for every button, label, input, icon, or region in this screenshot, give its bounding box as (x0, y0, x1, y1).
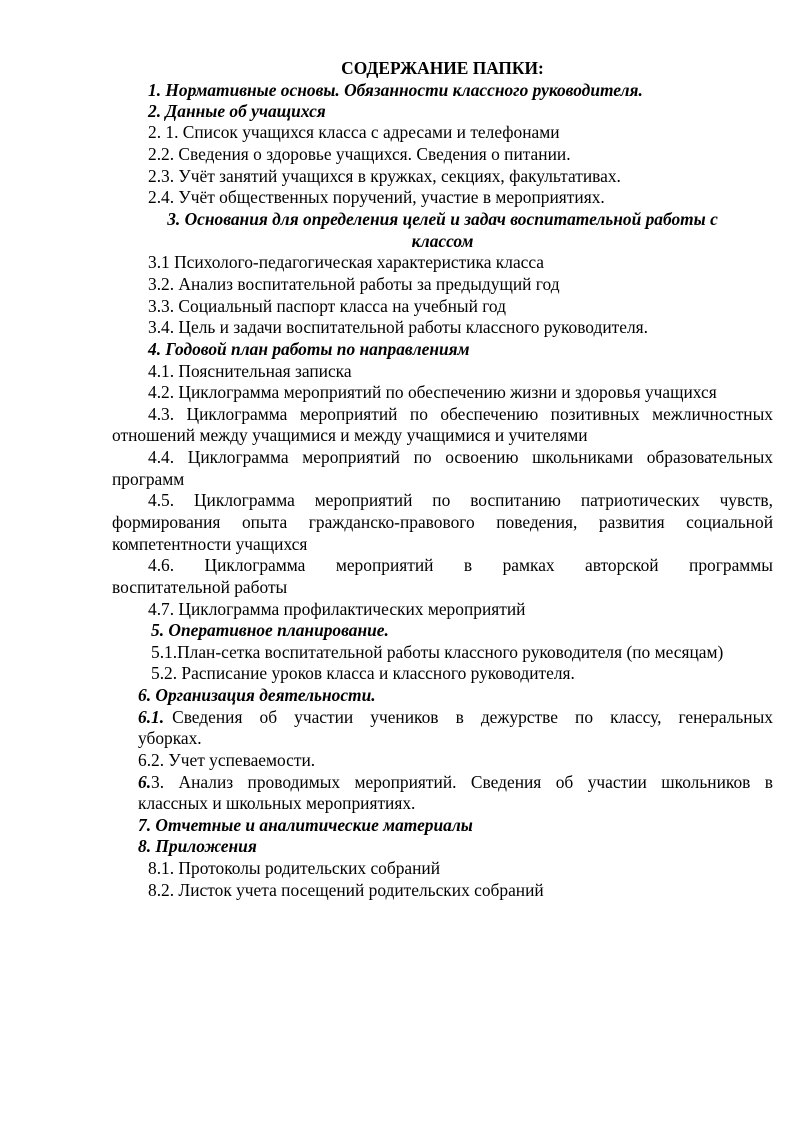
section-6-heading: 6. Организация деятельности. (138, 685, 376, 705)
item-6-3-line1 (138, 772, 773, 792)
section-7-heading: 7. Отчетные и аналитические материалы (138, 815, 473, 835)
section-3-heading-line2: классом (411, 231, 474, 251)
item-4-7: 4.7. Циклограмма профилактических мероприятий (148, 599, 526, 619)
item-3-3: 3.3. Социальный паспорт класса на учебный год (148, 296, 506, 316)
item-6-1-number: 6.1. (138, 707, 165, 727)
item-6-1-line2: уборках. (138, 728, 202, 748)
item-6-1-line1 (138, 707, 773, 727)
item-3-4: 3.4. Цель и задачи воспитательной работы классного руководителя. (148, 317, 648, 337)
item-4-2: 4.2. Циклограмма мероприятий по обеспечению жизни и здоровья учащихся (148, 382, 717, 402)
section-4-heading: 4. Годовой план работы по направлениям (148, 339, 470, 359)
item-4-5-line2: формирования опыта гражданско-правового поведения, развития социальной (112, 512, 773, 532)
item-5-1: 5.1.План-сетка воспитательной работы классного руководителя (по месяцам) (151, 642, 724, 662)
item-8-1: 8.1. Протоколы родительских собраний (148, 858, 441, 878)
item-6-3-line2: классных и школьных мероприятиях. (138, 793, 416, 813)
item-4-6-line2: воспитательной работы (112, 577, 288, 597)
item-2-1: 2. 1. Список учащихся класса с адресами и телефонами (148, 122, 560, 142)
item-4-4-line2: программ (112, 469, 185, 489)
item-6-3-number: 6. (138, 772, 152, 792)
item-8-2: 8.2. Листок учета посещений родительских собраний (148, 880, 544, 900)
item-6-1-text: Сведения об участии учеников в дежурстве по классу, генеральных (172, 707, 773, 727)
page-title: СОДЕРЖАНИЕ ПАПКИ: (341, 58, 544, 78)
item-4-5-line3: компетентности учащихся (112, 534, 308, 554)
item-4-5-line1: 4.5. Циклограмма мероприятий по воспитанию патриотических чувств, (148, 490, 773, 510)
section-5-heading: 5. Оперативное планирование. (151, 620, 389, 640)
item-4-3-line1: 4.3. Циклограмма мероприятий по обеспечению позитивных межличностных (148, 404, 773, 424)
item-4-3-line2: отношений между учащимися и между учащимися и учителями (112, 425, 588, 445)
section-8-heading: 8. Приложения (138, 836, 257, 856)
item-3-2: 3.2. Анализ воспитательной работы за предыдущий год (148, 274, 560, 294)
item-4-1: 4.1. Пояснительная записка (148, 361, 352, 381)
item-2-2: 2.2. Сведения о здоровье учащихся. Сведения о питании. (148, 144, 571, 164)
section-3-heading-line1: 3. Основания для определения целей и задач воспитательной работы с (167, 209, 718, 229)
item-6-2: 6.2. Учет успеваемости. (138, 750, 316, 770)
item-5-2: 5.2. Расписание уроков класса и классного руководителя. (151, 663, 575, 683)
section-2-heading: 2. Данные об учащихся (148, 101, 326, 121)
item-2-4: 2.4. Учёт общественных поручений, участие в мероприятиях. (148, 187, 605, 207)
item-2-3: 2.3. Учёт занятий учащихся в кружках, секциях, факультативах. (148, 166, 621, 186)
section-1-heading: 1. Нормативные основы. Обязанности классного руководителя. (148, 80, 643, 100)
item-4-4-line1: 4.4. Циклограмма мероприятий по освоению школьниками образовательных (148, 447, 773, 467)
item-6-3-text: 3. Анализ проводимых мероприятий. Сведения об участии школьников в (151, 772, 773, 792)
item-4-6-line1: 4.6. Циклограмма мероприятий в рамках авторской программы (148, 555, 773, 575)
item-3-1: 3.1 Психолого-педагогическая характеристика класса (148, 252, 545, 272)
